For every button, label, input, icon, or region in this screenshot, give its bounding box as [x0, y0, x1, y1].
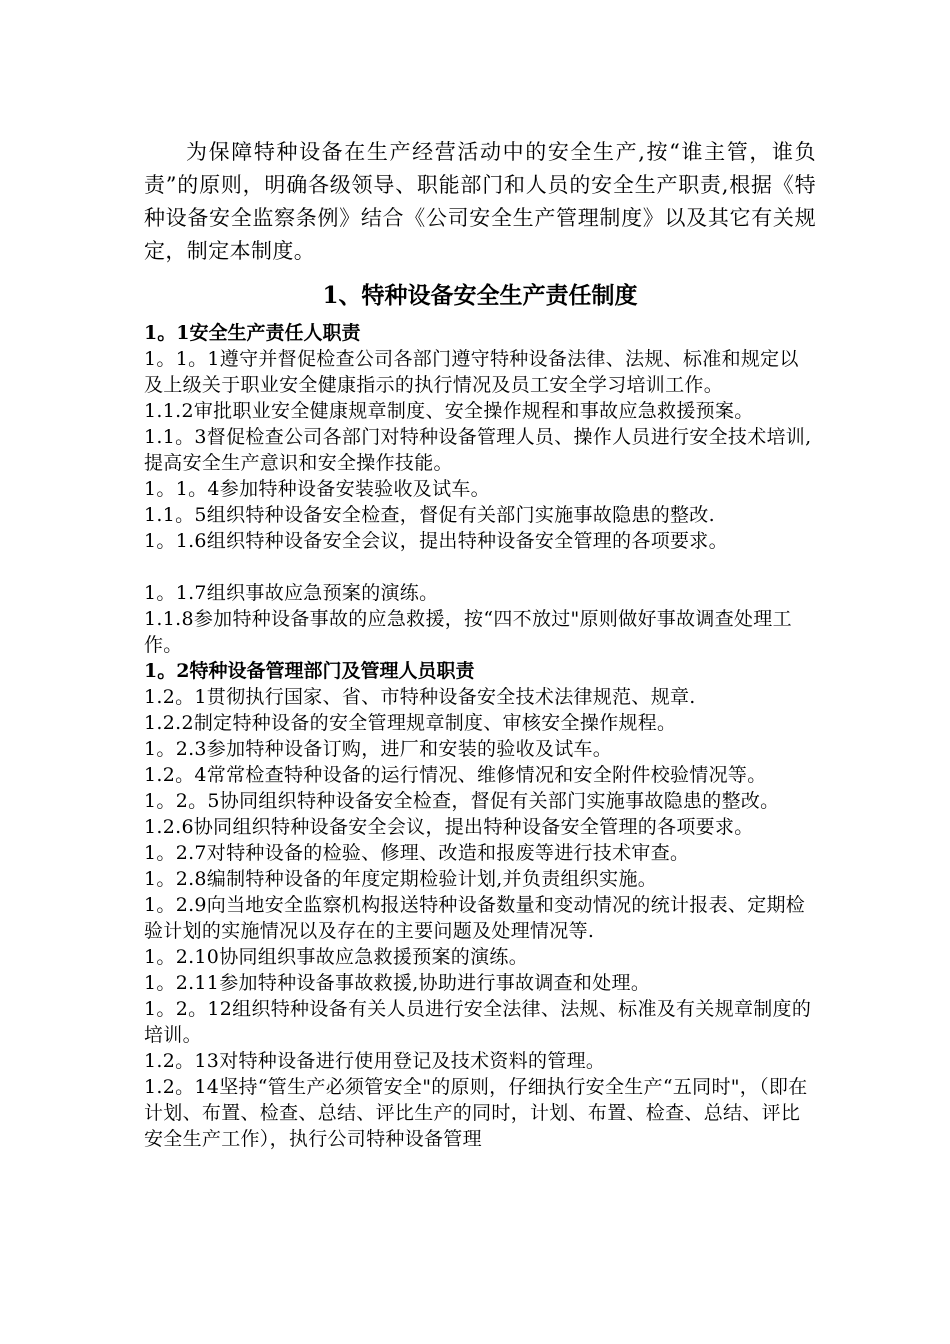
list-item: 1.2。4常常检查特种设备的运行情况、维修情况和安全附件校验情况等。 — [144, 764, 767, 786]
list-item: 1。2.10协同组织事故应急救援预案的演练。 — [144, 946, 528, 968]
list-item: 1.2。14坚持“管生产必须管安全"的原则，仔细执行安全生产“五同时"，（即在计划、布置、检查、总结、评比生产的同时，计划、布置、检查、总结、评比安全生产工作），执行公司特种设备管理 — [144, 1076, 808, 1150]
list-item: 1.2。13对特种设备进行使用登记及技术资料的管理。 — [144, 1050, 606, 1072]
list-item: 1。2.8编制特种设备的年度定期检验计划,并负责组织实施。 — [144, 868, 658, 890]
document-title: 1、特种设备安全生产责任制度 — [322, 282, 638, 309]
list-item: 1.2.2制定特种设备的安全管理规章制度、审核安全操作规程。 — [144, 712, 677, 734]
list-item: 1。2。5协同组织特种设备安全检查，督促有关部门实施事故隐患的整改。 — [144, 790, 780, 812]
list-item: 1。2。12组织特种设备有关人员进行安全法律、法规、标准及有关规章制度的培训。 — [144, 998, 812, 1046]
list-item: 1。1.7组织事故应急预案的演练。 — [144, 582, 439, 604]
section-heading: 1。1安全生产责任人职责 — [144, 322, 361, 344]
list-item: 1。2.3参加特种设备订购，进厂和安装的验收及试车。 — [144, 738, 613, 760]
list-item: 1。1.6组织特种设备安全会议，提出特种设备安全管理的各项要求。 — [144, 530, 728, 552]
document-body — [144, 136, 816, 1152]
list-item: 1。2.11参加特种设备事故救援,协助进行事故调查和处理。 — [144, 972, 651, 994]
section-heading: 1。2特种设备管理部门及管理人员职责 — [144, 660, 475, 682]
list-item: 1.1.2审批职业安全健康规章制度、安全操作规程和事故应急救援预案。 — [144, 400, 754, 422]
list-item: 1.2。1贯彻执行国家、省、市特种设备安全技术法律规范、规章. — [144, 686, 696, 708]
list-item: 1.2.6协同组织特种设备安全会议，提出特种设备安全管理的各项要求。 — [144, 816, 754, 838]
list-item: 1。1。1遵守并督促检查公司各部门遵守特种设备法律、法规、标准和规定以及上级关于职业安全健康指示的执行情况及员工安全学习培训工作。 — [144, 348, 799, 396]
list-item: 1。2.9向当地安全监察机构报送特种设备数量和变动情况的统计报表、定期检验计划的实施情况以及存在的主要问题及处理情况等. — [144, 894, 806, 942]
list-item: 1.1.8参加特种设备事故的应急救援，按“四不放过"原则做好事故调查处理工作。 — [144, 608, 792, 656]
list-item: 1.1。3督促检查公司各部门对特种设备管理人员、操作人员进行安全技术培训,提高安全生产意识和安全操作技能。 — [144, 426, 812, 474]
list-item: 1。2.7对特种设备的检验、修理、改造和报废等进行技术审查。 — [144, 842, 690, 864]
list-item: 1。1。4参加特种设备安装验收及试车。 — [144, 478, 490, 500]
list-item: 1.1。5组织特种设备安全检查，督促有关部门实施事故隐患的整改. — [144, 504, 715, 526]
intro-paragraph: 为保障特种设备在生产经营活动中的安全生产,按“谁主管，谁负责”的原则，明确各级领导、职能部门和人员的安全生产职责,根据《特种设备安全监察条例》结合《公司安全生产管理制度》以及其它有关规定，制定本制度。 — [144, 140, 816, 263]
